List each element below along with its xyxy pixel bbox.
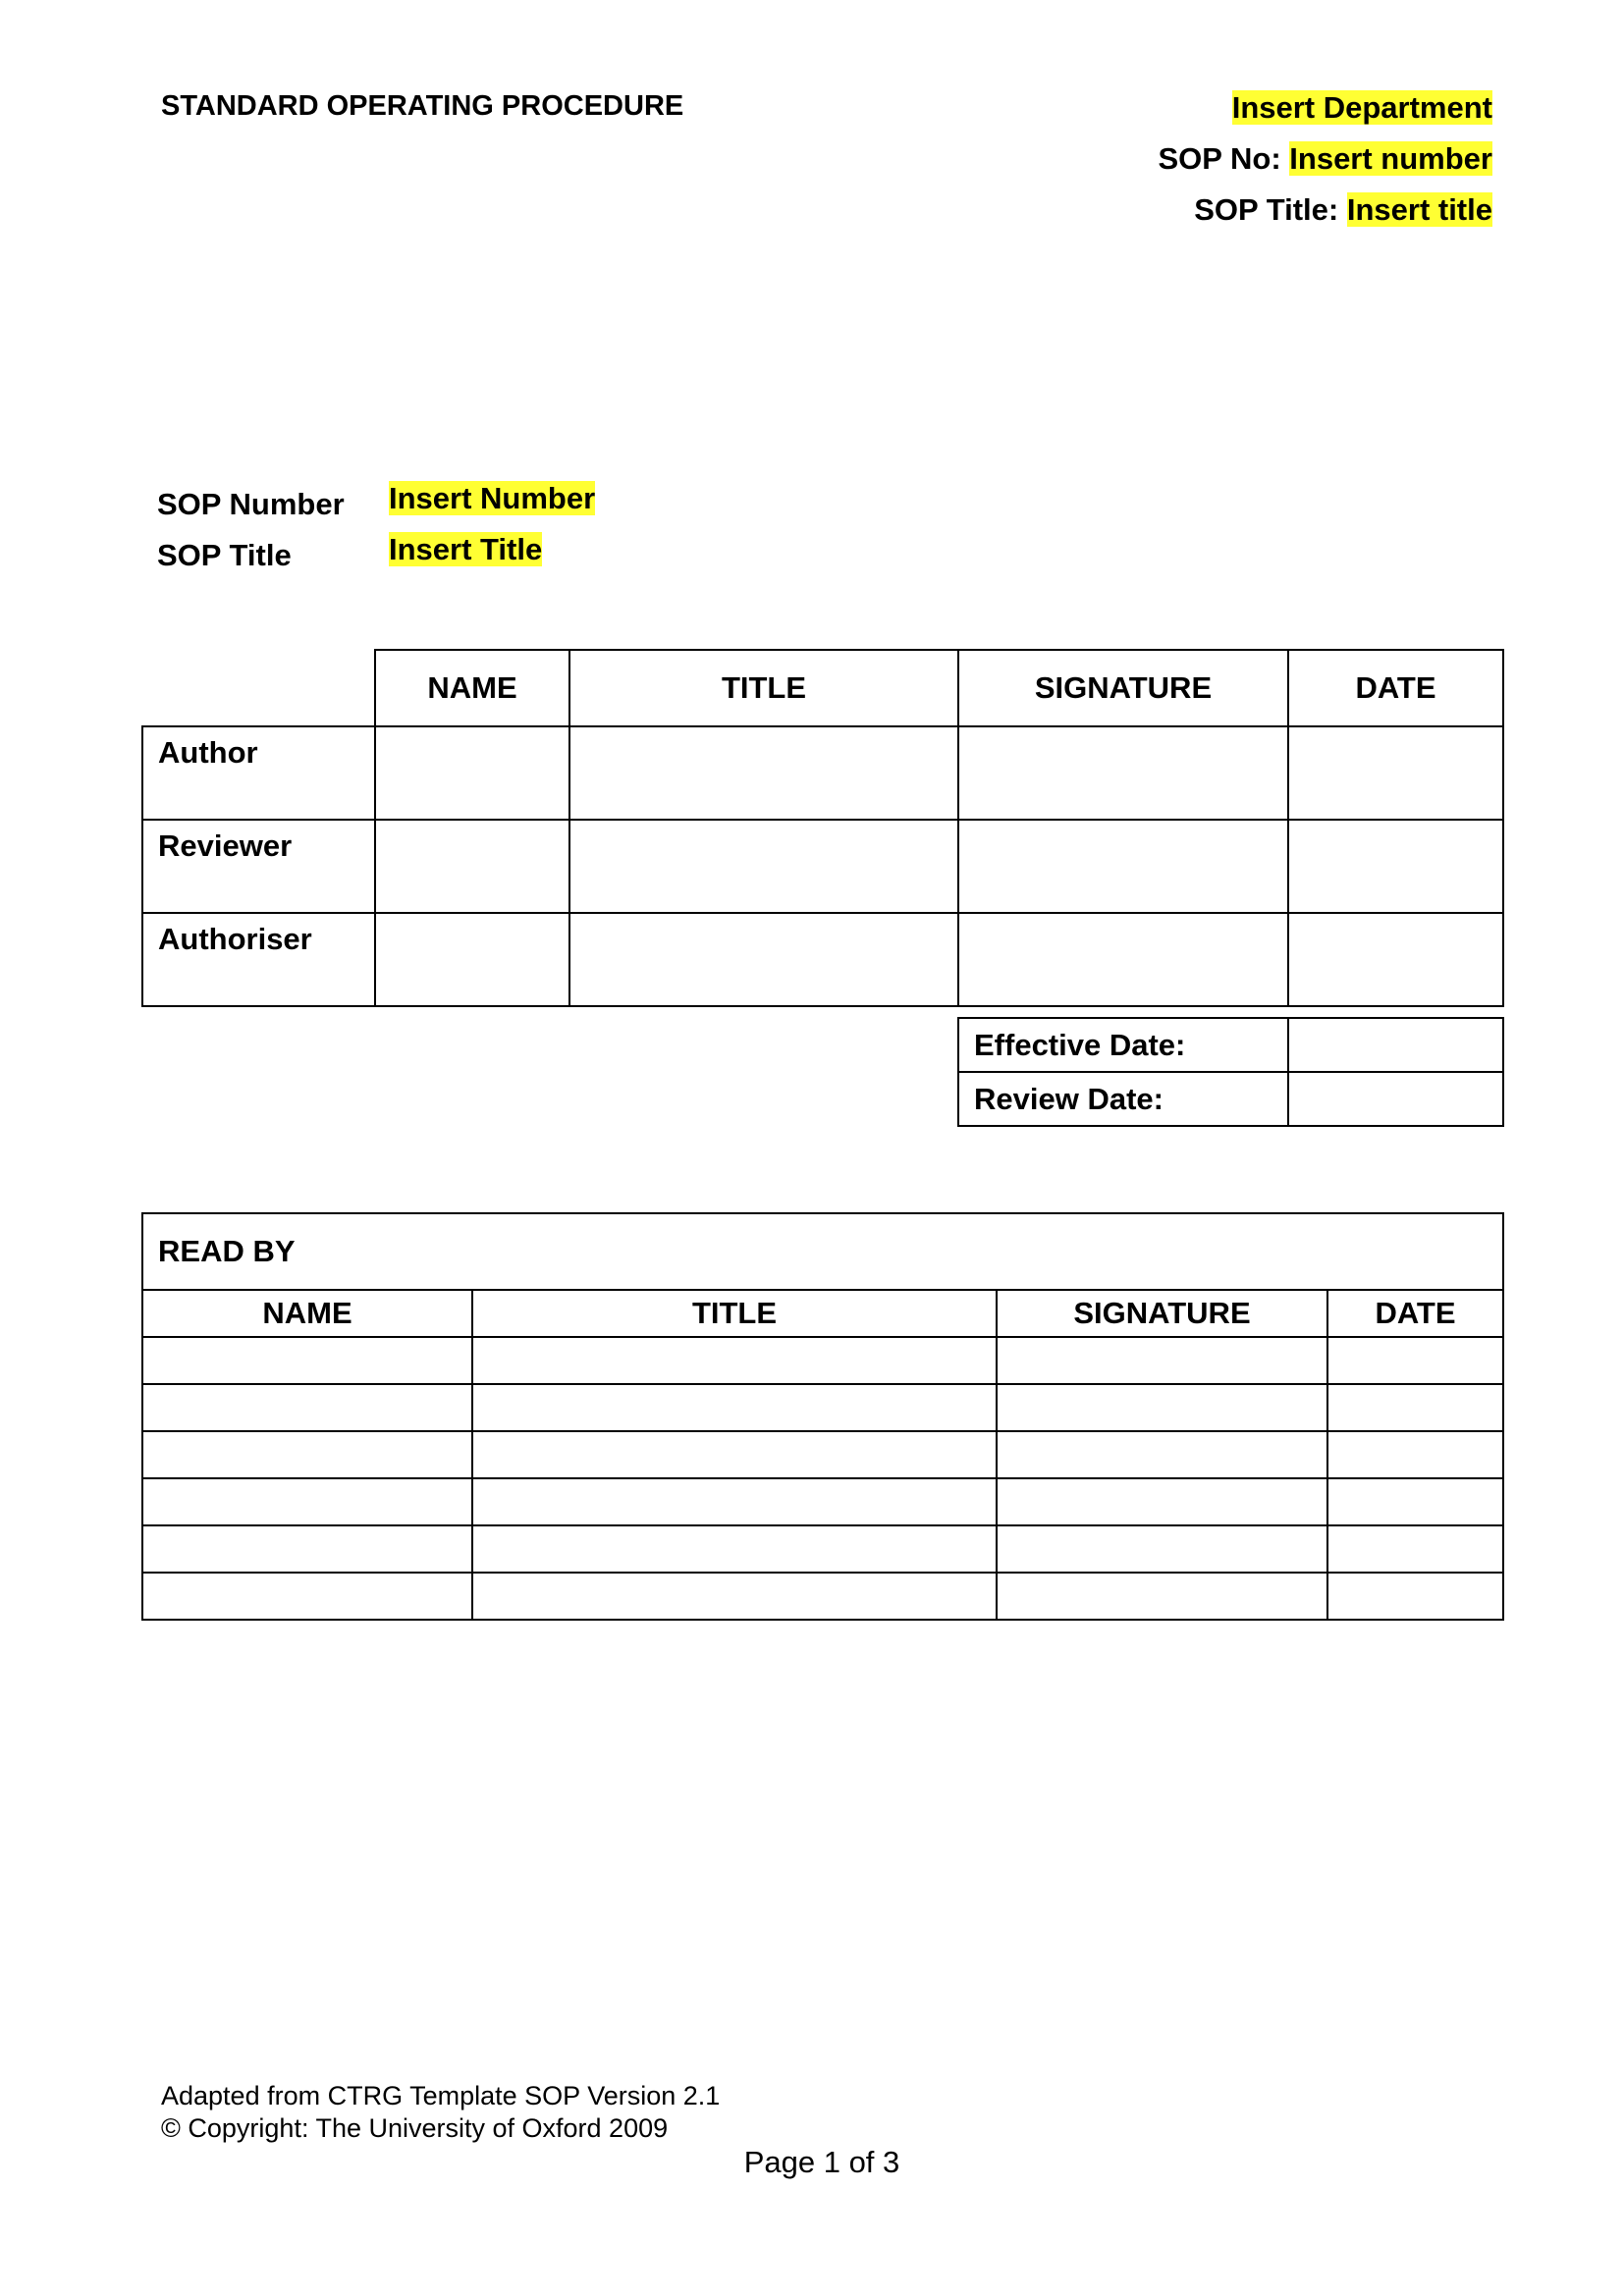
role-reviewer-label: Reviewer bbox=[142, 820, 375, 913]
footer-adapted-line: Adapted from CTRG Template SOP Version 2.1 bbox=[161, 2081, 721, 2110]
footer-copyright-line: © Copyright: The University of Oxford 2009 bbox=[161, 2113, 669, 2143]
document-type-heading: STANDARD OPERATING PROCEDURE bbox=[161, 90, 684, 122]
read-by-date-cell[interactable] bbox=[1327, 1431, 1503, 1478]
approval-col-date: DATE bbox=[1288, 650, 1503, 726]
approval-table bbox=[141, 649, 1504, 1007]
read-by-col-title: TITLE bbox=[472, 1290, 997, 1337]
effective-date-value-cell[interactable] bbox=[1288, 1018, 1503, 1072]
read-by-date-cell[interactable] bbox=[1327, 1478, 1503, 1525]
read-by-name-cell[interactable] bbox=[142, 1431, 472, 1478]
approval-header-row bbox=[142, 650, 1503, 726]
read-by-title-cell[interactable] bbox=[472, 1573, 997, 1620]
reviewer-signature-cell[interactable] bbox=[958, 820, 1288, 913]
read-by-date-cell[interactable] bbox=[1327, 1525, 1503, 1573]
read-by-header-row bbox=[142, 1290, 1503, 1337]
reviewer-date-cell[interactable] bbox=[1288, 820, 1503, 913]
read-by-col-date: DATE bbox=[1327, 1290, 1503, 1337]
author-name-cell[interactable] bbox=[375, 726, 569, 820]
effective-date-label: Effective Date: bbox=[958, 1018, 1288, 1072]
approval-col-name: NAME bbox=[375, 650, 569, 726]
reviewer-name-cell[interactable] bbox=[375, 820, 569, 913]
read-by-name-cell[interactable] bbox=[142, 1573, 472, 1620]
read-by-date-cell[interactable] bbox=[1327, 1384, 1503, 1431]
table-row bbox=[142, 1384, 1503, 1431]
read-by-col-signature: SIGNATURE bbox=[997, 1290, 1327, 1337]
table-row bbox=[142, 1431, 1503, 1478]
read-by-title-cell[interactable] bbox=[472, 1431, 997, 1478]
read-by-table bbox=[141, 1212, 1504, 1621]
author-date-cell[interactable] bbox=[1288, 726, 1503, 820]
page-number: Page 1 of 3 bbox=[743, 2145, 900, 2179]
department-placeholder[interactable]: Insert Department bbox=[1231, 90, 1492, 125]
read-by-date-cell[interactable] bbox=[1327, 1337, 1503, 1384]
effective-date-row bbox=[958, 1018, 1503, 1072]
read-by-signature-cell[interactable] bbox=[997, 1525, 1327, 1573]
read-by-title-cell[interactable] bbox=[472, 1525, 997, 1573]
read-by-name-cell[interactable] bbox=[142, 1384, 472, 1431]
sop-title-label: SOP Title: bbox=[1194, 192, 1347, 227]
authoriser-title-cell[interactable] bbox=[569, 913, 958, 1006]
role-author-label: Author bbox=[142, 726, 375, 820]
read-by-date-cell[interactable] bbox=[1327, 1573, 1503, 1620]
approval-row-authoriser bbox=[142, 913, 1503, 1006]
sop-title-field-label: SOP Title bbox=[157, 538, 292, 572]
read-by-title-cell[interactable] bbox=[472, 1478, 997, 1525]
sop-number-field-label: SOP Number bbox=[157, 487, 345, 521]
read-by-title-cell[interactable] bbox=[472, 1384, 997, 1431]
sop-number-field-value bbox=[389, 481, 595, 516]
review-date-value-cell[interactable] bbox=[1288, 1072, 1503, 1126]
sop-number-field-placeholder[interactable]: Insert Number bbox=[389, 481, 596, 515]
read-by-signature-cell[interactable] bbox=[997, 1478, 1327, 1525]
read-by-heading-row bbox=[142, 1213, 1503, 1290]
approval-row-author bbox=[142, 726, 1503, 820]
authoriser-date-cell[interactable] bbox=[1288, 913, 1503, 1006]
role-authoriser-label: Authoriser bbox=[142, 913, 375, 1006]
reviewer-title-cell[interactable] bbox=[569, 820, 958, 913]
approval-col-title: TITLE bbox=[569, 650, 958, 726]
approval-col-signature: SIGNATURE bbox=[958, 650, 1288, 726]
read-by-signature-cell[interactable] bbox=[997, 1431, 1327, 1478]
approval-corner-cell bbox=[142, 650, 375, 726]
dates-table bbox=[957, 1017, 1504, 1127]
approval-row-reviewer bbox=[142, 820, 1503, 913]
read-by-title-cell[interactable] bbox=[472, 1337, 997, 1384]
table-row bbox=[142, 1573, 1503, 1620]
authoriser-name-cell[interactable] bbox=[375, 913, 569, 1006]
sop-title-field-placeholder[interactable]: Insert Title bbox=[389, 532, 543, 566]
read-by-name-cell[interactable] bbox=[142, 1478, 472, 1525]
table-row bbox=[142, 1478, 1503, 1525]
review-date-label: Review Date: bbox=[958, 1072, 1288, 1126]
read-by-name-cell[interactable] bbox=[142, 1525, 472, 1573]
table-row bbox=[142, 1525, 1503, 1573]
sop-number-label: SOP No: bbox=[1158, 141, 1290, 176]
author-title-cell[interactable] bbox=[569, 726, 958, 820]
review-date-row bbox=[958, 1072, 1503, 1126]
sop-title-placeholder[interactable]: Insert title bbox=[1346, 192, 1492, 227]
read-by-col-name: NAME bbox=[142, 1290, 472, 1337]
department-line bbox=[1232, 90, 1492, 126]
sop-number-line bbox=[1159, 141, 1493, 177]
read-by-name-cell[interactable] bbox=[142, 1337, 472, 1384]
footer-credits bbox=[161, 2080, 720, 2145]
table-row bbox=[142, 1337, 1503, 1384]
read-by-signature-cell[interactable] bbox=[997, 1573, 1327, 1620]
sop-title-line bbox=[1194, 192, 1492, 228]
authoriser-signature-cell[interactable] bbox=[958, 913, 1288, 1006]
sop-number-placeholder[interactable]: Insert number bbox=[1289, 141, 1492, 176]
read-by-signature-cell[interactable] bbox=[997, 1384, 1327, 1431]
read-by-heading: READ BY bbox=[142, 1213, 1503, 1290]
author-signature-cell[interactable] bbox=[958, 726, 1288, 820]
read-by-signature-cell[interactable] bbox=[997, 1337, 1327, 1384]
sop-title-field-value bbox=[389, 532, 542, 567]
